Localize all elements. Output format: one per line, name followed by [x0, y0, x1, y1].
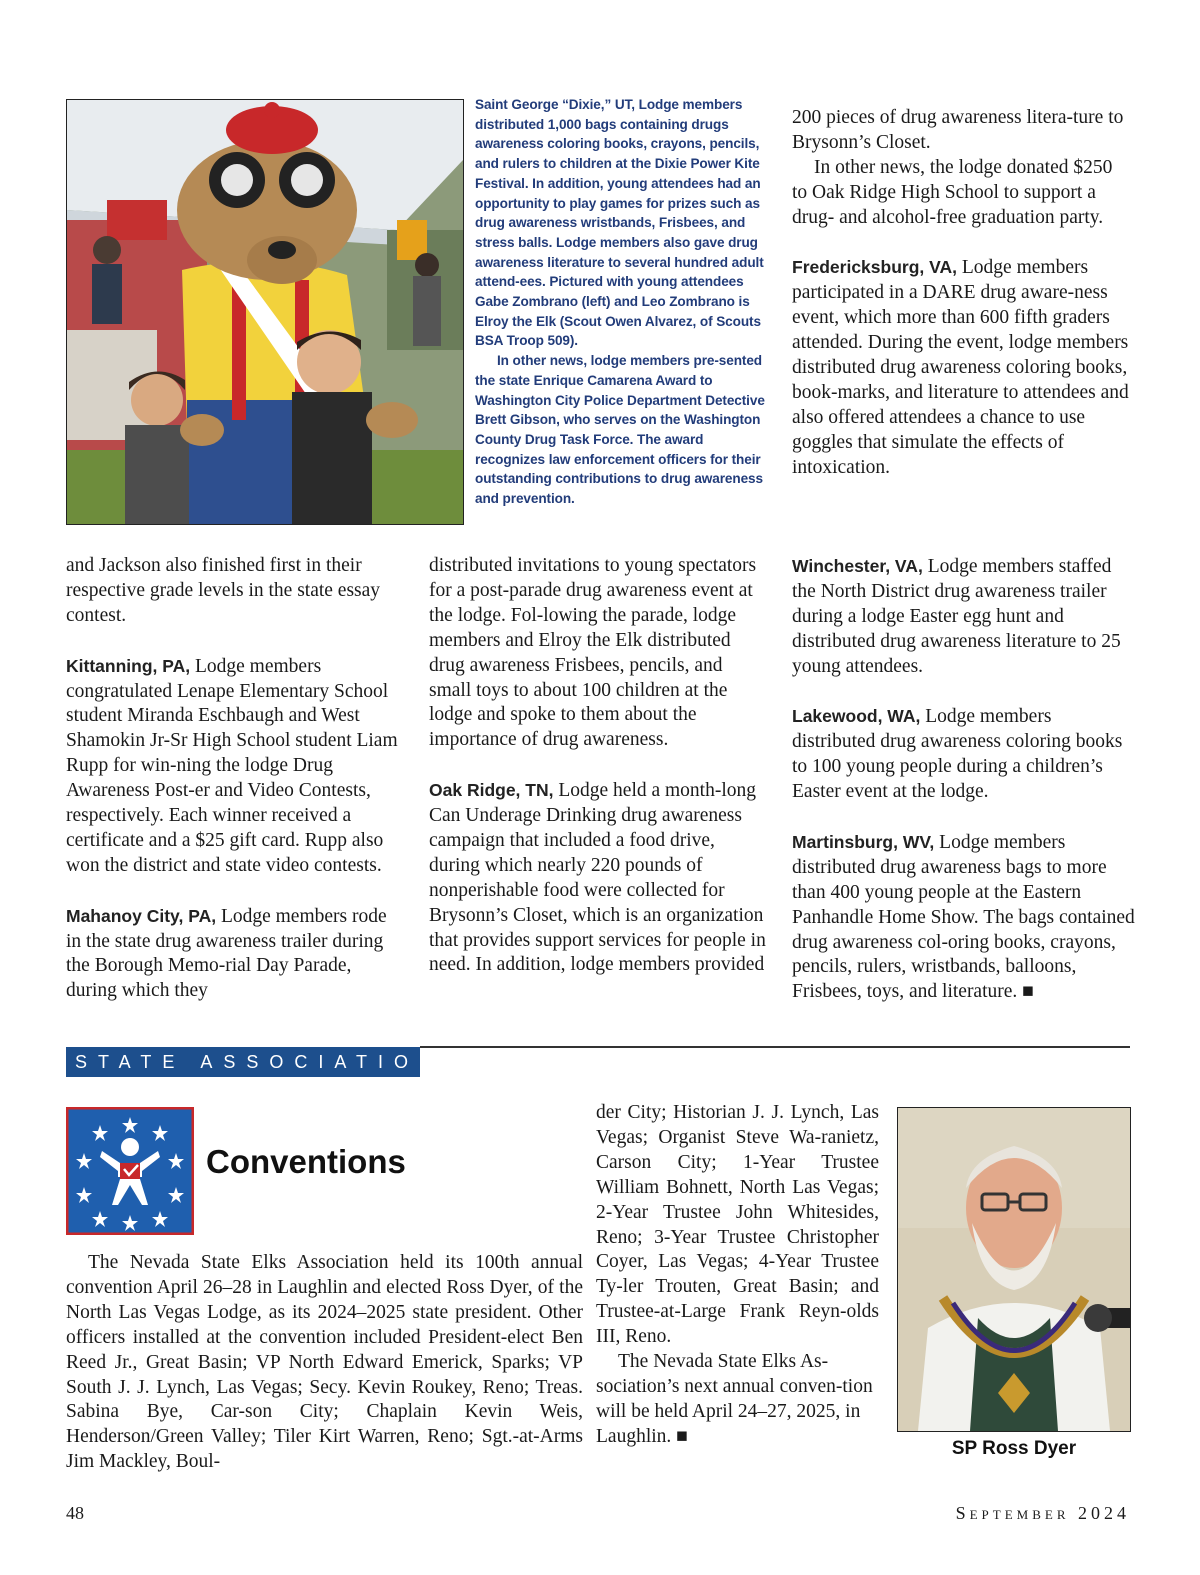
- lodge-name: Martinsburg, WV,: [792, 831, 935, 852]
- mascot-photo: [66, 99, 464, 525]
- conventions-paragraph-1: The Nevada State Elks Association held its 100th annual convention April 26–28 in Laughlin and elected Ross Dyer, of the North Las Vegas Lodge, as its 2024–2025 state president. Other officers installed at the convention included President-elect Ben Reed Jr., Great Basin; VP North Edward Emerick, Sparks; VP South J. J. Lynch, Las Vegas; Secy. Kevin Roukey, Reno; Treas. Sabina Bye, Car-son City; Chaplain Kevin Weis, Henderson/Green Valley; Tiler Kirt Warren, Reno; Sgt.-at-Arms Jim Mackley, Boul-: [66, 1252, 583, 1473]
- lodge-name: Oak Ridge, TN,: [429, 780, 554, 801]
- page-number: 48: [66, 1503, 84, 1523]
- paragraph: Mahanoy City, PA, Lodge members rode in the state drug awareness trailer during the Borough Memo-rial Day Parade, during which they: [66, 905, 387, 1002]
- elks-logo-icon: [66, 1107, 194, 1235]
- paragraph: and Jackson also finished first in their respective grade levels in the state essay contest.: [66, 555, 381, 626]
- section-divider: [420, 1046, 1130, 1048]
- column-1: [66, 554, 406, 1004]
- conventions-title: Conventions: [206, 1143, 406, 1180]
- paragraph: Fredericksburg, VA, Lodge members participated in a DARE drug aware-ness event, which more than 600 fifth graders attended. During the event, lodge members distributed drug awareness coloring books, book-marks, and literature to attendees and also offered attendees a chance to use goggles that simulate the effects of intoxication.: [792, 257, 1129, 478]
- lodge-name: Mahanoy City, PA,: [66, 905, 217, 926]
- ross-dyer-photo: [897, 1107, 1131, 1432]
- column-3-top: [792, 106, 1132, 481]
- paragraph: distributed invitations to young spectators for a post-parade drug awareness event at the lodge. Fol-lowing the parade, lodge members and Elroy the Elk distributed drug awareness Frisbees, pencils, and small toys to about 100 children at the lodge and spoke to them about the importance of drug awareness.: [429, 555, 757, 751]
- paragraph: der City; Historian J. J. Lynch, Las Vegas; Organist Steve Wa-ranietz, Carson City; 1-Year Trustee William Bohnett, North Las Vegas; 2-Year Trustee John Whitesides, Reno; 3-Year Trustee Christopher Coyer, Las Vegas; 4-Year Trustee Ty-ler Trouten, Great Basin; and Trustee-at-Large Frank Reyn-olds III, Reno.: [596, 1102, 879, 1348]
- end-mark: ■: [676, 1425, 688, 1447]
- paragraph: The Nevada State Elks As-sociation’s next annual conven-tion will be held April 24–27, 2025, in Laughlin. ■: [596, 1351, 873, 1447]
- paragraph: Lakewood, WA, Lodge members distributed drug awareness coloring books to 100 young people during a children’s Easter event at the lodge.: [792, 706, 1123, 803]
- section-header: STATE ASSOCIATION NEWS: [66, 1047, 420, 1077]
- caption-paragraph-2: In other news, lodge members pre-sented the state Enrique Camarena Award to Washington City Police Department Detective Brett Gibson, who serves on the Washington County Drug Task Force. The award recognizes law enforcement officers for their outstanding contributions to drug awareness and prevention.: [475, 353, 765, 507]
- photo-caption: SP Ross Dyer: [951, 1438, 1077, 1459]
- column-3: [792, 554, 1137, 1005]
- lodge-name: Kittanning, PA,: [66, 655, 191, 676]
- paragraph: 200 pieces of drug awareness litera-ture to Brysonn’s Closet.: [792, 107, 1124, 153]
- lodge-name: Fredericksburg, VA,: [792, 257, 958, 278]
- paragraph: In other news, the lodge donated $250 to Oak Ridge High School to support a drug- and alcohol-free graduation party.: [792, 156, 1113, 228]
- paragraph: Oak Ridge, TN, Lodge held a month-long Can Underage Drinking drug awareness campaign that included a food drive, during which nearly 220 pounds of nonperishable food were collected for Brysonn’s Closet, which is an organization that provides support services for people in need. In addition, lodge members provided: [429, 780, 766, 976]
- caption-lead: Saint George “Dixie,” UT,: [475, 97, 635, 112]
- paragraph: Martinsburg, WV, Lodge members distributed drug awareness bags to more than 400 young people at the Eastern Panhandle Home Show. The bags contained drug awareness col-oring books, crayons, pencils, rulers, wristbands, balloons, Frisbees, toys, and literature. ■: [792, 831, 1135, 1003]
- lodge-name: Winchester, VA,: [792, 556, 923, 576]
- paragraph: Kittanning, PA, Lodge members congratulated Lenape Elementary School student Miranda Eschbaugh and West Shamokin Jr-Sr High School student Liam Rupp for win-ning the lodge Drug Awareness Post-er and Video Contests, respectively. Each winner received a certificate and a $25 gift card. Rupp also won the district and state video contests.: [66, 655, 398, 876]
- column-2: [429, 554, 769, 978]
- conventions-column-2: [596, 1101, 879, 1450]
- lodge-name: Lakewood, WA,: [792, 706, 921, 727]
- end-mark: ■: [1022, 981, 1034, 1003]
- top-photo-caption: [475, 95, 765, 509]
- paragraph: Winchester, VA, Lodge members staffed the North District drug awareness trailer during a lodge Easter egg hunt and distributed drug awareness literature to 25 young attendees.: [792, 556, 1121, 677]
- issue-date: September 2024: [955, 1503, 1130, 1523]
- caption-paragraph-1: Saint George “Dixie,” UT, Lodge members distributed 1,000 bags containing drugs awareness coloring books, crayons, pencils, and rulers to children at the Dixie Power Kite Festival. In addition, young attendees had an opportunity to play games for prizes such as drug awareness wristbands, Frisbees, and stress balls. Lodge members also gave drug awareness literature to several hundred adult attend-ees. Pictured with young attendees Gabe Zombrano (left) and Leo Zombrano is Elroy the Elk (Scout Owen Alvarez, of Scouts BSA Troop 509).: [475, 97, 764, 349]
